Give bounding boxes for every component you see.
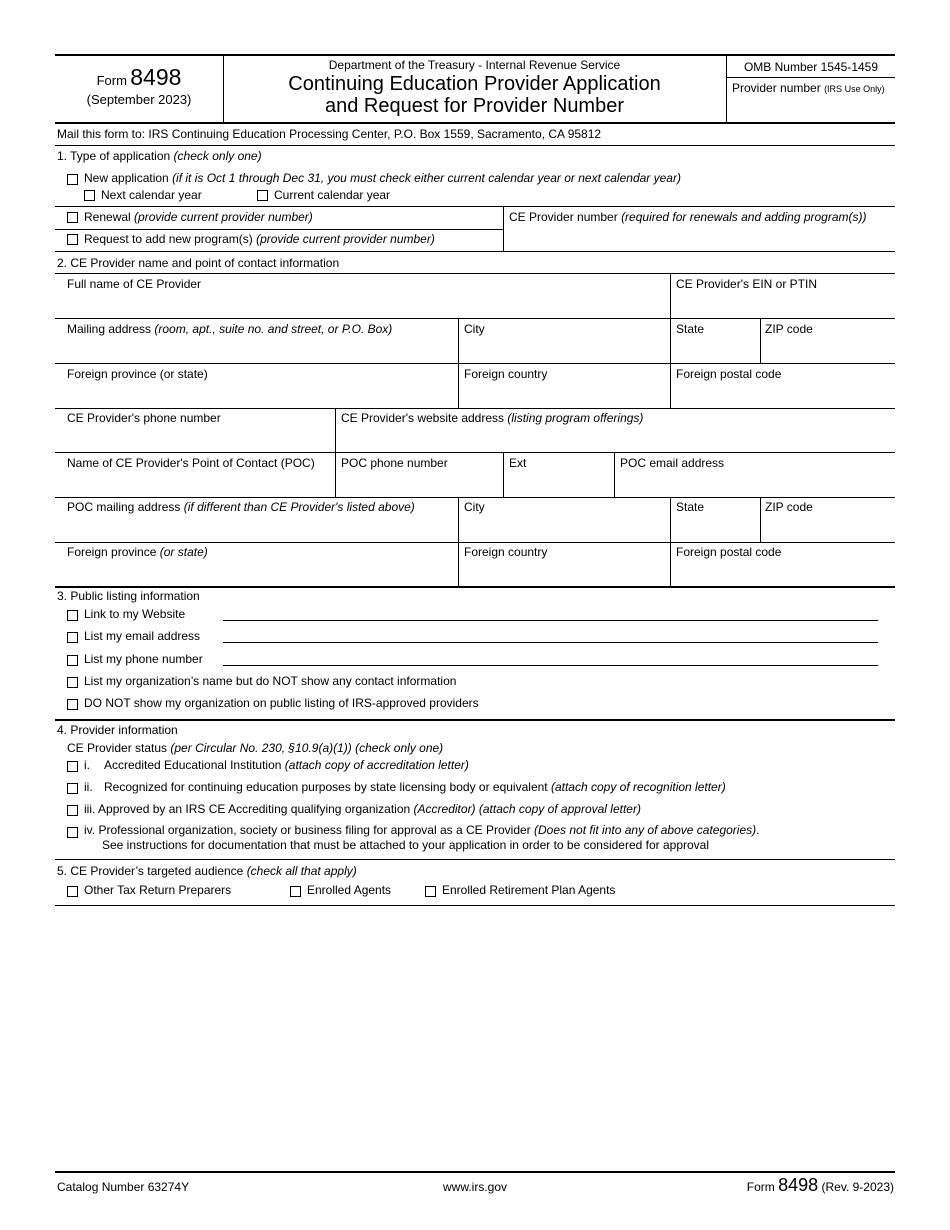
section5-heading-text: 5. CE Provider’s targeted audience [57, 864, 244, 878]
form-label: Form [96, 73, 127, 88]
status-iii-label [84, 802, 641, 816]
current-calendar-year-checkbox[interactable] [257, 190, 268, 201]
new-application-note: (if it is Oct 1 through Dec 31, you must check either current calendar year or next calendar year) [172, 171, 681, 185]
enrolled-agents-label: Enrolled Agents [307, 883, 392, 897]
poc-mailing-label [67, 500, 415, 514]
row2-divider-b [670, 318, 671, 363]
section3-heading: 3. Public listing information [57, 589, 200, 603]
ce-provider-number-note: (required for renewals and adding program(s)) [621, 210, 867, 224]
full-name-label: Full name of CE Provider [67, 277, 202, 291]
provider-number-text: Provider number [732, 81, 821, 95]
mailing-address-text: Mailing address [67, 322, 152, 336]
list-name-only-checkbox[interactable] [67, 677, 78, 688]
poc-state-label: State [676, 500, 705, 514]
form-date: (September 2023) [86, 92, 192, 107]
poc-foreign-postal-label: Foreign postal code [676, 545, 782, 559]
do-not-show-label: DO NOT show my organization on public listing of IRS-approved providers [84, 696, 479, 710]
poc-phone-field[interactable] [337, 471, 501, 495]
add-program-text: Request to add new program(s) [84, 232, 253, 246]
provider-status-note: (per Circular No. 230, §10.9(a)(1)) (check only one) [170, 741, 444, 755]
status-i-num: i. [84, 758, 90, 772]
row5-divider-a [335, 452, 336, 497]
section2-rule-2 [55, 363, 895, 364]
poc-foreign-country-field[interactable] [460, 561, 668, 585]
poc-foreign-province-note: (or state) [159, 545, 208, 559]
poc-zip-field[interactable] [762, 516, 894, 540]
poc-zip-label: ZIP code [765, 500, 813, 514]
status-iv-text: Professional organization, society or business filing for approval as a CE Provider [98, 823, 531, 837]
city-label: City [464, 322, 485, 336]
do-not-show-checkbox[interactable] [67, 699, 78, 710]
next-calendar-year-label: Next calendar year [101, 188, 202, 202]
status-i-label [104, 758, 469, 772]
list-phone-checkbox[interactable] [67, 655, 78, 666]
row6-divider-c [760, 497, 761, 542]
poc-email-label: POC email address [620, 456, 725, 470]
poc-city-field[interactable] [460, 516, 668, 540]
section2-rule-0 [55, 273, 895, 274]
foreign-postal-field[interactable] [672, 382, 894, 406]
omb-number: OMB Number 1545-1459 [743, 60, 879, 74]
row1-divider [670, 273, 671, 318]
link-website-line[interactable] [223, 620, 878, 621]
status-iv-instructions: See instructions for documentation that must be attached to your application in order to be considered for approval [102, 838, 710, 852]
poc-state-field[interactable] [672, 516, 758, 540]
row3-divider-a [458, 363, 459, 408]
add-program-note: (provide current provider number) [256, 232, 435, 246]
form-number-block [55, 64, 223, 91]
poc-mailing-field[interactable] [60, 516, 456, 540]
row5-divider-b [503, 452, 504, 497]
ein-label: CE Provider's EIN or PTIN [676, 277, 817, 291]
provider-status-text: CE Provider status [67, 741, 168, 755]
list-email-line[interactable] [223, 642, 878, 643]
section3-bottom-rule [55, 719, 895, 721]
section1-heading-note: (check only one) [173, 149, 262, 163]
website-text: CE Provider's website address [341, 411, 505, 425]
state-label: State [676, 322, 705, 336]
state-field[interactable] [672, 337, 758, 361]
status-i-text: Accredited Educational Institution [104, 758, 282, 772]
mailing-address-field[interactable] [60, 337, 456, 361]
enrolled-retirement-label: Enrolled Retirement Plan Agents [442, 883, 616, 897]
foreign-province-label: Foreign province (or state) [67, 367, 208, 381]
footer-form-number: 8498 [778, 1175, 819, 1195]
section1-rule-a [55, 206, 895, 207]
section4-heading: 4. Provider information [57, 723, 178, 737]
section5-bottom-rule [55, 905, 895, 906]
poc-mailing-text: POC mailing address [67, 500, 181, 514]
section1-heading [57, 149, 262, 163]
ce-provider-number-label [509, 210, 867, 224]
row6-divider-b [670, 497, 671, 542]
mail-rule [55, 145, 895, 146]
poc-name-label: Name of CE Provider's Point of Contact (POC) [67, 456, 315, 470]
provider-status-label [67, 741, 443, 755]
renewal-label [84, 210, 313, 224]
form-title-line2: and Request for Provider Number [324, 95, 625, 117]
next-calendar-year-checkbox[interactable] [84, 190, 95, 201]
status-iv-period: . [756, 823, 760, 837]
zip-field[interactable] [762, 337, 894, 361]
section2-rule-3 [55, 408, 895, 409]
status-ii-note: (attach copy of recognition letter) [550, 780, 726, 794]
status-iii-num: iii. [84, 802, 96, 816]
ce-provider-number-field[interactable] [504, 226, 894, 250]
section2-bottom-rule [55, 586, 895, 588]
zip-label: ZIP code [765, 322, 813, 336]
ext-field[interactable] [505, 471, 612, 495]
renewal-text: Renewal [84, 210, 131, 224]
section2-heading: 2. CE Provider name and point of contact information [57, 256, 340, 270]
footer-form-label: Form [746, 1180, 775, 1194]
phone-field[interactable] [60, 426, 332, 450]
new-application-text: New application [84, 171, 169, 185]
foreign-postal-label: Foreign postal code [676, 367, 782, 381]
ext-label: Ext [509, 456, 527, 470]
footer-form-id [640, 1175, 894, 1196]
poc-foreign-province-field[interactable] [60, 561, 456, 585]
provider-number-field[interactable] [727, 96, 895, 121]
catalog-number: Catalog Number 63274Y [57, 1180, 190, 1194]
omb-rule [727, 77, 895, 78]
irs-website: www.irs.gov [442, 1180, 507, 1194]
footer-rule [55, 1171, 895, 1173]
add-program-label [84, 232, 435, 246]
website-note: (listing program offerings) [507, 411, 644, 425]
section1-bottom-rule [55, 251, 895, 252]
footer-revision: (Rev. 9-2023) [821, 1180, 894, 1194]
section2-rule-4 [55, 452, 895, 453]
status-i-note: (attach copy of accreditation letter) [284, 758, 469, 772]
enrolled-retirement-checkbox[interactable] [425, 886, 436, 897]
city-field[interactable] [460, 337, 668, 361]
poc-foreign-country-label: Foreign country [464, 545, 548, 559]
section5-heading [57, 864, 357, 878]
status-iii-note: (Accreditor) (attach copy of approval letter) [413, 802, 641, 816]
list-email-label: List my email address [84, 629, 201, 643]
current-calendar-year-label: Current calendar year [274, 188, 391, 202]
foreign-country-field[interactable] [460, 382, 668, 406]
row4-divider [335, 408, 336, 452]
status-iii-checkbox[interactable] [67, 805, 78, 816]
section2-rule-5 [55, 497, 895, 498]
row2-divider-c [760, 318, 761, 363]
form-number: 8498 [130, 64, 182, 90]
section2-rule-1 [55, 318, 895, 319]
poc-foreign-province-label [67, 545, 208, 559]
row3-divider-b [670, 363, 671, 408]
poc-foreign-province-text: Foreign province [67, 545, 157, 559]
status-ii-num: ii. [84, 780, 93, 794]
website-field[interactable] [337, 426, 894, 450]
mail-to: Mail this form to: IRS Continuing Education Processing Center, P.O. Box 1559, Sacramento, CA 95812 [57, 127, 602, 141]
renewal-checkbox[interactable] [67, 212, 78, 223]
status-iv-num: iv. [84, 823, 96, 837]
department-name: Department of the Treasury - Internal Revenue Service [328, 58, 621, 72]
status-ii-checkbox[interactable] [67, 783, 78, 794]
add-program-checkbox[interactable] [67, 234, 78, 245]
status-iv-label [84, 823, 759, 837]
full-name-field[interactable] [60, 292, 668, 316]
row5-divider-c [614, 452, 615, 497]
section2-rule-6 [55, 542, 895, 543]
link-website-checkbox[interactable] [67, 610, 78, 621]
row6-divider-a [458, 497, 459, 542]
provider-number-label [732, 81, 885, 96]
list-email-checkbox[interactable] [67, 632, 78, 643]
status-iii-text: Approved by an IRS CE Accrediting qualifying organization [98, 802, 411, 816]
poc-city-label: City [464, 500, 485, 514]
section1-heading-text: 1. Type of application [57, 149, 171, 163]
form-title-line1: Continuing Education Provider Application [288, 73, 661, 95]
new-application-label [84, 171, 681, 185]
mailing-address-note: (room, apt., suite no. and street, or P.O. Box) [154, 322, 393, 336]
row2-divider-a [458, 318, 459, 363]
ce-provider-number-text: CE Provider number [509, 210, 618, 224]
status-ii-label [104, 780, 726, 794]
new-application-checkbox[interactable] [67, 174, 78, 185]
list-name-only-label: List my organization’s name but do NOT show any contact information [84, 674, 457, 688]
enrolled-agents-checkbox[interactable] [290, 886, 301, 897]
foreign-province-field[interactable] [60, 382, 456, 406]
header-bottom-rule [55, 122, 895, 124]
section5-heading-note: (check all that apply) [246, 864, 357, 878]
link-website-label: Link to my Website [84, 607, 186, 621]
renewal-note: (provide current provider number) [134, 210, 313, 224]
status-iv-checkbox[interactable] [67, 827, 78, 838]
poc-mailing-note: (if different than CE Provider's listed above) [183, 500, 415, 514]
ein-field[interactable] [672, 292, 894, 316]
phone-label: CE Provider's phone number [67, 411, 221, 425]
section1-rule-b [55, 229, 503, 230]
status-ii-text: Recognized for continuing education purposes by state licensing body or equivalent [104, 780, 548, 794]
list-phone-label: List my phone number [84, 652, 203, 666]
mailing-address-label [67, 322, 392, 336]
row7-divider-b [670, 542, 671, 587]
poc-foreign-postal-field[interactable] [672, 561, 894, 585]
other-preparers-label: Other Tax Return Preparers [84, 883, 232, 897]
row7-divider-a [458, 542, 459, 587]
poc-phone-label: POC phone number [341, 456, 448, 470]
header-top-rule [55, 54, 895, 56]
poc-email-field[interactable] [616, 471, 894, 495]
foreign-country-label: Foreign country [464, 367, 548, 381]
website-label [341, 411, 643, 425]
provider-number-note: (IRS Use Only) [824, 84, 885, 94]
other-preparers-checkbox[interactable] [67, 886, 78, 897]
status-i-checkbox[interactable] [67, 761, 78, 772]
section4-bottom-rule [55, 859, 895, 860]
list-phone-line[interactable] [223, 665, 878, 666]
poc-name-field[interactable] [60, 471, 332, 495]
status-iv-note: (Does not fit into any of above categories) [534, 823, 757, 837]
